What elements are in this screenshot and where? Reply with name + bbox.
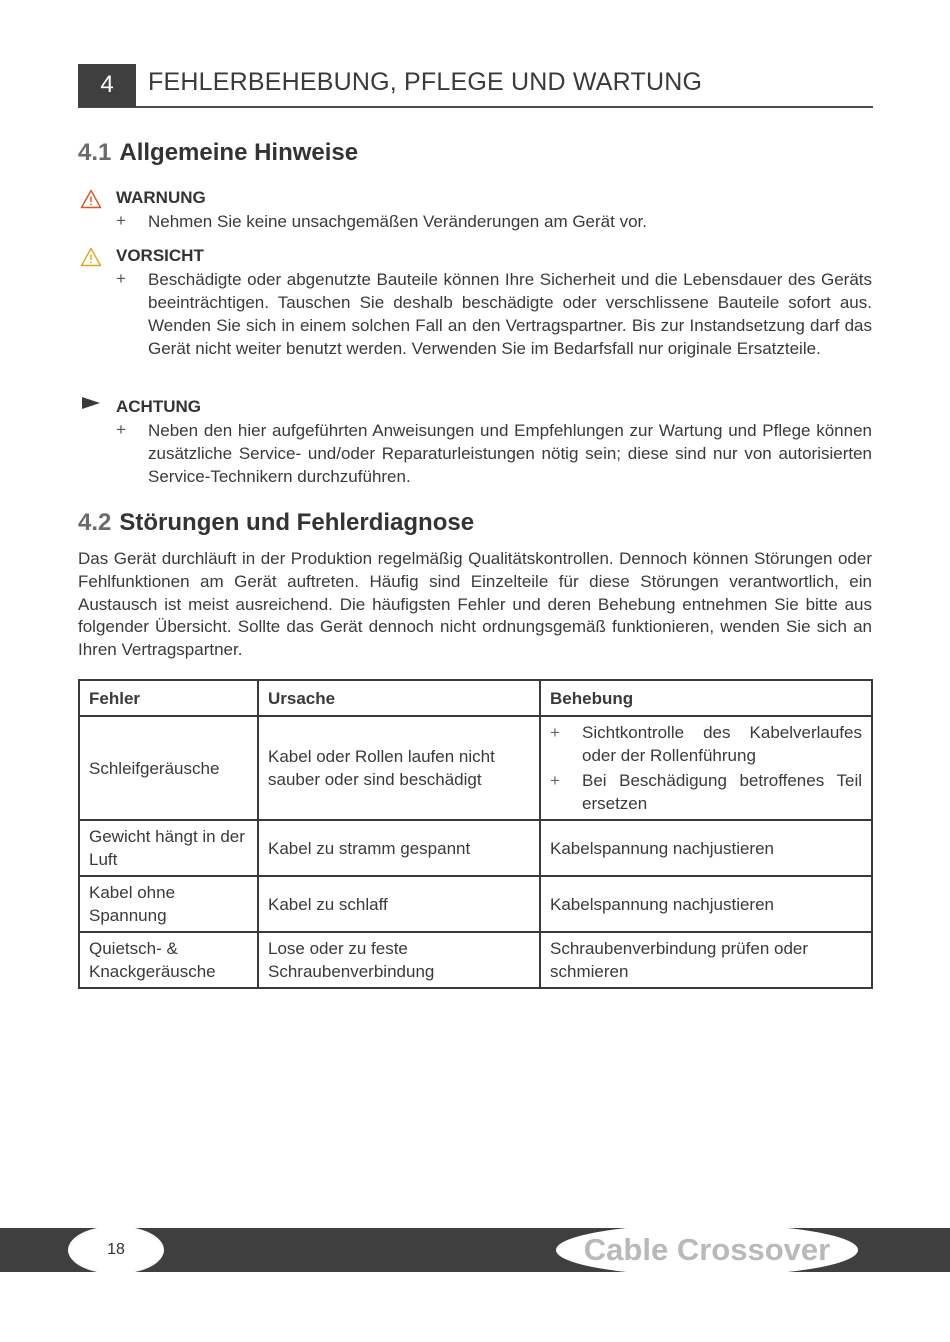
- chapter-title: FEHLERBEHEBUNG, PFLEGE UND WARTUNG: [148, 68, 703, 96]
- section-heading-fault-diagnosis: [78, 509, 474, 537]
- bullet-marker: +: [550, 771, 560, 790]
- remedy-list-item: [550, 769, 862, 815]
- bullet-marker: +: [116, 269, 126, 288]
- caution-triangle-icon: [80, 247, 102, 267]
- section-number: 4.2: [78, 509, 112, 536]
- section-intro-paragraph: Das Gerät durchläuft in der Produktion regelmäßig Qualitätskontrollen. Dennoch können Störungen oder Fehlfunktionen am Gerät auftreten. Häufig sind Einzelteile für diese Störungen verantwortlich, ein Austausch ist meist ausreichend. Die häufigsten Fehler und deren Behebung entnehmen Sie bitte aus folgender Übersicht. Sollte das Gerät dennoch nicht ordnungsgemäß funktionieren, wenden Sie sich an Ihren Vertragspartner.: [78, 549, 872, 660]
- cell-remedy: [540, 716, 872, 820]
- note-heading-warning: WARNUNG: [116, 188, 206, 207]
- table-row: [79, 820, 872, 876]
- note-heading-caution: VORSICHT: [116, 246, 204, 265]
- table-row: [79, 932, 872, 988]
- chapter-number: 4: [78, 64, 136, 107]
- cell-cause: Kabel zu schlaff: [258, 876, 540, 932]
- page-number: 18: [68, 1226, 164, 1274]
- cell-fault: Schleifgeräusche: [79, 716, 258, 820]
- section-heading-general-notes: [78, 139, 358, 167]
- bullet-marker: +: [550, 723, 560, 742]
- bullet-marker: +: [116, 420, 126, 439]
- warning-triangle-icon: [80, 189, 102, 209]
- cell-remedy: Kabelspannung nachjustieren: [540, 820, 872, 876]
- table-header-row: [79, 680, 872, 716]
- cell-fault: Kabel ohne Spannung: [79, 876, 258, 932]
- cell-fault: Gewicht hängt in der Luft: [79, 820, 258, 876]
- note-heading-attention: ACHTUNG: [116, 397, 201, 416]
- cell-remedy: Kabelspannung nachjustieren: [540, 876, 872, 932]
- table-row: [79, 716, 872, 820]
- troubleshooting-table: [78, 679, 873, 989]
- arrow-pointer-icon: [81, 396, 101, 410]
- cell-cause: Lose oder zu feste Schraubenverbindung: [258, 932, 540, 988]
- cell-fault: Quietsch- & Knackgeräusche: [79, 932, 258, 988]
- remedy-text: Sichtkontrolle des Kabelverlaufes oder der Rollenführung: [582, 723, 862, 765]
- section-number: 4.1: [78, 139, 112, 166]
- table-row: [79, 876, 872, 932]
- note-text-attention: Neben den hier aufgeführten Anweisungen und Empfehlungen zur Wartung und Pflege können zusätzliche Service- und/oder Reparaturleistungen nötig sein; diese sind nur von autorisierten Service-Technikern durchzuführen.: [148, 421, 872, 486]
- remedy-list-item: [550, 721, 862, 767]
- brand-logo: Cable Crossover: [556, 1224, 858, 1276]
- column-header-remedy: Behebung: [540, 680, 872, 716]
- chapter-header: [78, 64, 873, 108]
- cell-remedy: Schraubenverbindung prüfen oder schmieren: [540, 932, 872, 988]
- section-title: Allgemeine Hinweise: [119, 139, 359, 166]
- remedy-text: Bei Beschädigung betroffenes Teil ersetzen: [582, 771, 862, 813]
- cell-cause: Kabel zu stramm gespannt: [258, 820, 540, 876]
- section-title: Störungen und Fehlerdiagnose: [119, 509, 475, 536]
- column-header-fault: Fehler: [79, 680, 258, 716]
- cell-cause: Kabel oder Rollen laufen nicht sauber oder sind beschädigt: [258, 716, 540, 820]
- bullet-marker: +: [116, 211, 126, 230]
- column-header-cause: Ursache: [258, 680, 540, 716]
- note-text-warning: Nehmen Sie keine unsachgemäßen Veränderungen am Gerät vor.: [148, 212, 647, 231]
- note-text-caution: Beschädigte oder abgenutzte Bauteile können Ihre Sicherheit und die Lebensdauer des Geräts beeinträchtigen. Tauschen Sie deshalb beschädigte oder verschlissene Bauteile sofort aus. Wenden Sie sich in einem solchen Fall an den Vertragspartner. Bis zur Instandsetzung darf das Gerät nicht weiter benutzt werden. Verwenden Sie im Bedarfsfall nur originale Ersatzteile.: [148, 270, 872, 358]
